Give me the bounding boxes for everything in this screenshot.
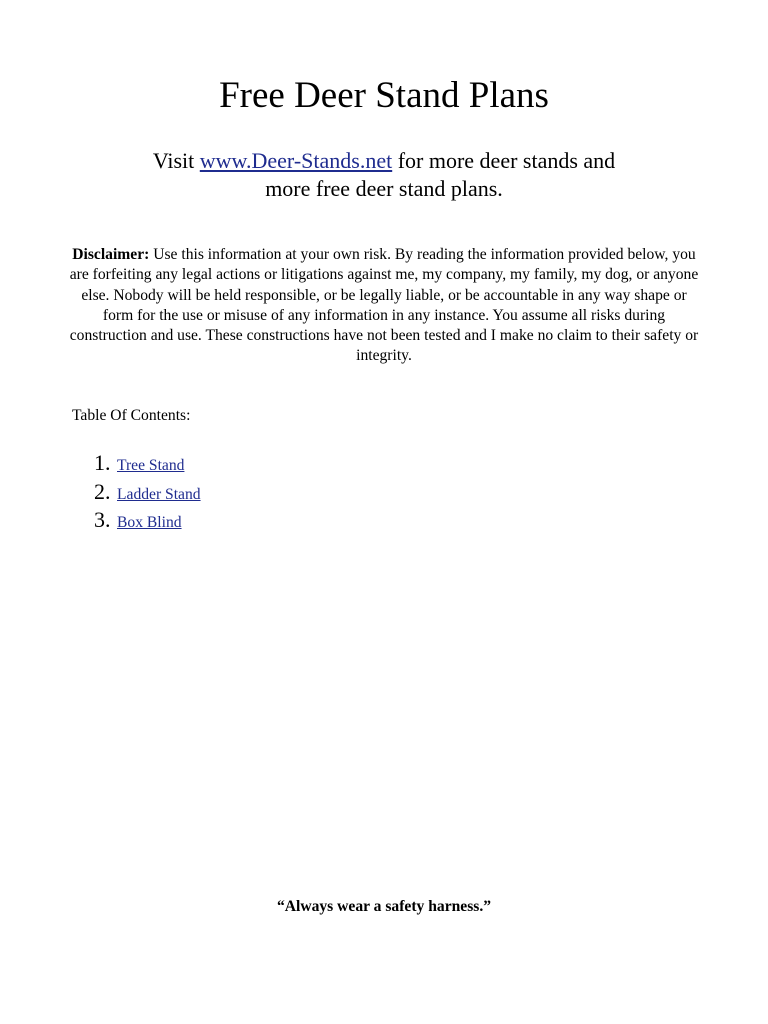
visit-line-2: more free deer stand plans. (265, 176, 503, 201)
toc-link-ladder-stand[interactable]: Ladder Stand (117, 485, 201, 503)
visit-suffix: for more deer stands and (392, 148, 616, 173)
toc-item-tree-stand (94, 449, 201, 478)
toc-heading: Table Of Contents: (72, 407, 191, 424)
visit-prefix: Visit (152, 148, 200, 173)
table-of-contents (94, 449, 201, 535)
toc-number: 1. (94, 450, 111, 475)
safety-quote: “Always wear a safety harness.” (276, 898, 492, 915)
visit-message (84, 147, 684, 203)
disclaimer-label: Disclaimer: (72, 246, 150, 263)
toc-link-tree-stand[interactable]: Tree Stand (117, 457, 185, 474)
toc-number: 2. (94, 478, 111, 504)
page-title: Free Deer Stand Plans (219, 75, 549, 116)
disclaimer-text: Use this information at your own risk. By reading the information provided below, you are forfeiting any legal actions or litigations against me, my company, my family, my dog, or anyone else. Nobody will be held responsible, or be legally liable, or be accountable in any way shape or form for the use or misuse of any information in any instance. You assume all risks during construction and use. These constructions have not been tested and I make no claim to their safety or integrity. (69, 246, 699, 365)
disclaimer-paragraph (66, 245, 702, 367)
toc-number: 3. (94, 507, 111, 532)
toc-item-box-blind (94, 506, 201, 535)
deer-stands-link[interactable]: www.Deer-Stands.net (199, 148, 393, 173)
toc-link-box-blind[interactable]: Box Blind (117, 514, 182, 531)
toc-item-ladder-stand (94, 478, 201, 507)
